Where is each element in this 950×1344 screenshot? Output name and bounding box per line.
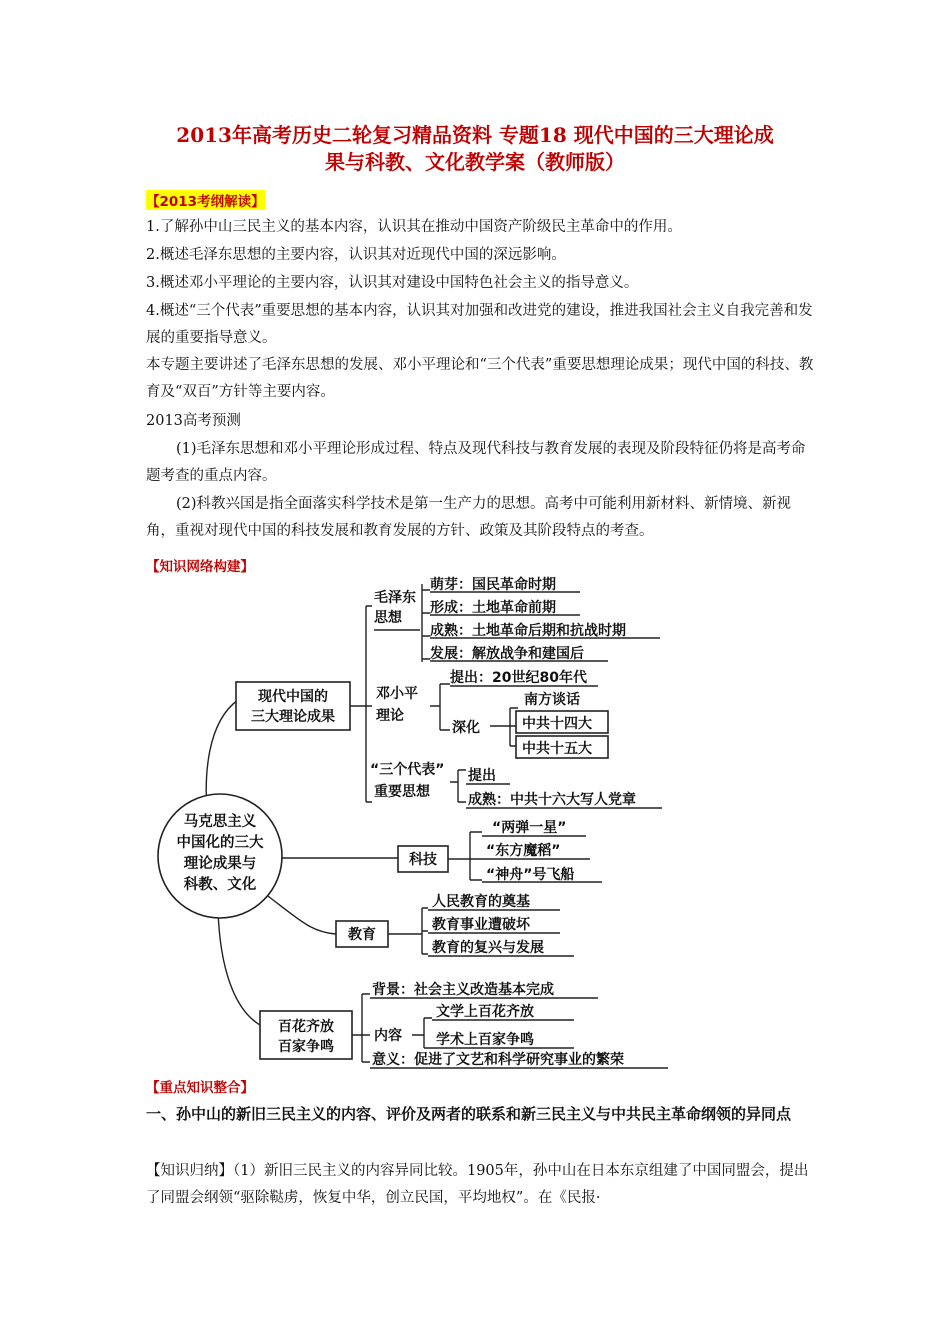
- edu-item-3: 教育的复兴与发展: [432, 940, 544, 956]
- forecast-item-2: (2)科教兴国是指全面落实科学技术是第一生产力的思想。高考中可能利用新材料、新情境、新视角，重视对现代中国的科技发展和教育发展的方针、政策及其阶段特点的考查。: [146, 496, 792, 539]
- deng-line-1: 邓小平: [376, 686, 418, 702]
- forecast-title: 2013高考预测: [146, 413, 241, 429]
- outline-item-3: 3.概述邓小平理论的主要内容，认识其对建设中国特色社会主义的指导意义。: [146, 275, 639, 291]
- deng-deepen-bracket: [490, 708, 518, 746]
- title-line-2: 果与科教、文化教学案（教师版）: [325, 150, 625, 174]
- hundred-content-item-2: 学术上百家争鸣: [436, 1032, 534, 1048]
- hundred-content-item-1: 文学上百花齐放: [436, 1004, 534, 1020]
- tech-label: 科技: [409, 852, 437, 868]
- hundred-line-1: 百花齐放: [278, 1019, 334, 1035]
- mao-item-4: 发展：解放战争和建国后: [430, 646, 584, 662]
- edu-item-2: 教育事业遭破坏: [432, 917, 530, 933]
- three-line-2: 重要思想: [374, 784, 430, 800]
- theory-bracket: [350, 606, 372, 802]
- three-item-1: 提出: [468, 768, 496, 784]
- knowledge-paragraph: 【知识归纳】（1）新旧三民主义的内容异同比较。1905年，孙中山在日本东京组建了中国同盟会，提出了同盟会纲领“驱除鞑虏，恢复中华，创立民国，平均地权”。在《民报·: [146, 1163, 809, 1206]
- three-bracket: [450, 770, 466, 802]
- mao-line-1: 毛泽东: [374, 590, 416, 606]
- tech-item-1: “两弹一星”: [492, 820, 567, 836]
- forecast-item-1: (1)毛泽东思想和邓小平理论形成过程、特点及现代科技与教育发展的表现及阶段特征仍将是高考命题考查的重点内容。: [146, 441, 806, 484]
- mao-item-2: 形成：土地革命前期: [430, 600, 556, 616]
- outline-item-4: 4.概述“三个代表”重要思想的基本内容，认识其对加强和改进党的建设，推进我国社会主义自我完善和发展的重要指导意义。: [146, 303, 813, 346]
- hundred-bracket: [352, 994, 370, 1062]
- outline-item-2: 2.概述毛泽东思想的主要内容，认识其对近现代中国的深远影响。: [146, 247, 566, 263]
- three-line-1: “三个代表”: [370, 762, 445, 778]
- tech-bracket: [448, 832, 482, 880]
- center-line-3: 理论成果与: [183, 856, 257, 872]
- hundred-background: 背景：社会主义改造基本完成: [372, 982, 554, 998]
- mao-item-3: 成熟：土地革命后期和抗战时期: [430, 623, 626, 639]
- deng-deepen-item-3: 中共十五大: [522, 741, 592, 757]
- hundred-content: 内容: [374, 1028, 402, 1044]
- link-center-edu: [260, 890, 336, 934]
- tech-item-3: “神舟”号飞船: [486, 867, 575, 883]
- tech-item-2: “东方魔稻”: [486, 843, 561, 859]
- deng-bracket: [430, 684, 450, 730]
- summary-paragraph: 本专题主要讲述了毛泽东思想的发展、邓小平理论和“三个代表”重要思想理论成果；现代中国的科技、教育及“双百”方针等主要内容。: [146, 357, 814, 400]
- deng-deepen: 深化: [452, 720, 480, 736]
- center-line-1: 马克思主义: [183, 814, 257, 830]
- section-tag-key-points: 【重点知识整合】: [146, 1080, 254, 1096]
- edu-bracket: [388, 908, 428, 954]
- link-center-hundred: [218, 910, 260, 1025]
- title-line-1: 2013年高考历史二轮复习精品资料 专题18 现代中国的三大理论成: [176, 123, 774, 147]
- hundred-meaning: 意义：促进了文艺和科学研究事业的繁荣: [372, 1052, 624, 1068]
- theory-line-1: 现代中国的: [258, 689, 328, 705]
- heading-section-1: 一、孙中山的新旧三民主义的内容、评价及两者的联系和新三民主义与中共民主革命纲领的异同点: [146, 1105, 792, 1123]
- knowledge-mind-map: [140, 570, 700, 1080]
- deng-propose: 提出：20世纪80年代: [450, 670, 587, 686]
- mao-line-2: 思想: [374, 610, 402, 626]
- deng-line-2: 理论: [376, 708, 404, 724]
- section-tag-network: 【知识网络构建】: [146, 559, 254, 575]
- theory-line-2: 三大理论成果: [251, 709, 335, 725]
- deng-deepen-item-1: 南方谈话: [524, 692, 580, 708]
- edu-item-1: 人民教育的奠基: [432, 894, 530, 910]
- document-title: [120, 122, 830, 176]
- section-tag-outline: 【2013考纲解读】: [146, 190, 265, 210]
- mao-item-1: 萌芽：国民革命时期: [430, 577, 556, 593]
- three-item-2: 成熟：中共十六大写人党章: [468, 792, 636, 808]
- center-line-4: 科教、文化: [183, 877, 257, 893]
- hundred-content-bracket: [412, 1018, 432, 1048]
- outline-item-1: 1.了解孙中山三民主义的基本内容，认识其在推动中国资产阶级民主革命中的作用。: [146, 219, 682, 235]
- deng-deepen-item-2: 中共十四大: [522, 716, 592, 732]
- hundred-line-2: 百家争鸣: [278, 1039, 334, 1055]
- edu-label: 教育: [348, 927, 376, 943]
- center-line-2: 中国化的三大: [176, 835, 264, 851]
